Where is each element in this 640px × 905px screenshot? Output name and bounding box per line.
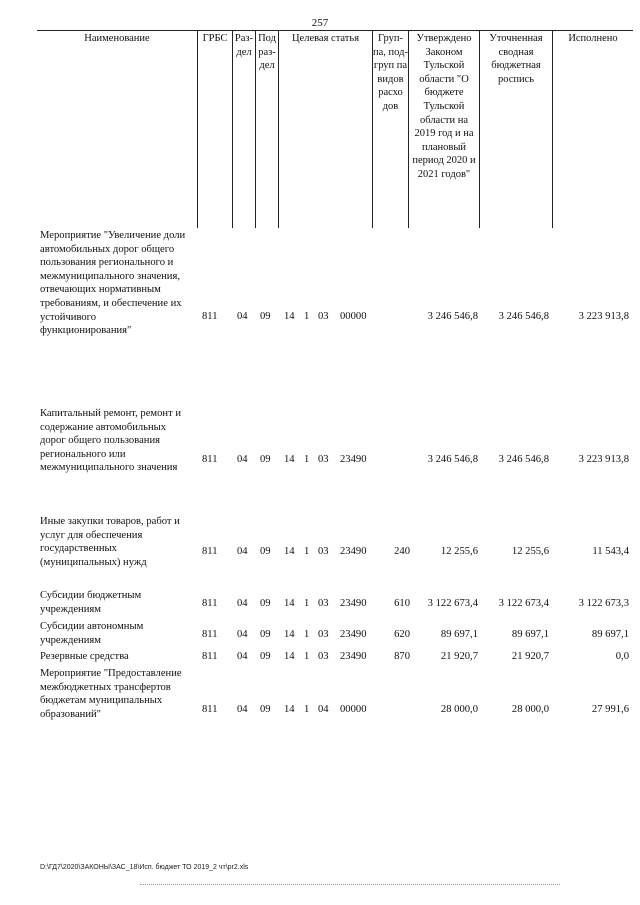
table-header bbox=[37, 30, 633, 228]
header-refined: Уточненная сводная бюджетная роспись bbox=[489, 33, 543, 85]
row-target-4: 23490 bbox=[340, 598, 367, 609]
header-target: Целевая статья bbox=[291, 33, 360, 44]
row-name: Резервные средства bbox=[40, 651, 129, 662]
row-target-3: 03 bbox=[318, 629, 329, 640]
row-target-1: 14 bbox=[284, 311, 295, 322]
row-name: Капитальный ремонт, ремонт и содержание автомобильных дорог общего пользования регионального или межмуниципального значения bbox=[40, 408, 182, 474]
row-refined: 28 000,0 bbox=[511, 704, 549, 715]
header-executed: Исполнено bbox=[568, 33, 618, 44]
header-approved: Утверждено Законом Тульской области "О бюджете Тульской области на 2019 год и на плановый период 2020 и 2021 годов" bbox=[412, 33, 476, 180]
row-grbs: 811 bbox=[202, 546, 218, 557]
table-row bbox=[40, 667, 630, 751]
row-group: 870 bbox=[394, 651, 410, 662]
table-row bbox=[40, 589, 630, 617]
row-target-3: 03 bbox=[318, 546, 329, 557]
row-refined: 3 246 546,8 bbox=[498, 311, 549, 322]
row-executed: 0,0 bbox=[615, 651, 629, 662]
row-razdel: 04 bbox=[237, 311, 248, 322]
row-razdel: 04 bbox=[237, 598, 248, 609]
page-number: 257 bbox=[311, 17, 329, 29]
row-podrazdel: 09 bbox=[260, 546, 271, 557]
header-top-border bbox=[37, 30, 633, 31]
row-razdel: 04 bbox=[237, 454, 248, 465]
table-row bbox=[40, 515, 630, 585]
row-name: Мероприятие "Предоставление межбюджетных трансфертов бюджетам муниципальных образований" bbox=[40, 668, 182, 720]
row-group: 240 bbox=[394, 546, 410, 557]
row-target-4: 23490 bbox=[340, 629, 367, 640]
scan-artifact-line bbox=[140, 884, 560, 886]
row-refined: 12 255,6 bbox=[511, 546, 549, 557]
row-target-4: 23490 bbox=[340, 651, 367, 662]
row-target-3: 04 bbox=[318, 704, 329, 715]
row-target-1: 14 bbox=[284, 629, 295, 640]
row-name: Мероприятие "Увеличение доли автомобильных дорог общего пользования регионального и межмуниципального значения, отвечающих нормативным требованиям, и обеспечение их устойчивого функционирования" bbox=[40, 230, 186, 337]
row-group: 620 bbox=[394, 629, 410, 640]
row-target-4: 23490 bbox=[340, 546, 367, 557]
row-executed: 3 122 673,3 bbox=[578, 598, 629, 609]
row-target-3: 03 bbox=[318, 311, 329, 322]
row-target-3: 03 bbox=[318, 651, 329, 662]
row-target-2: 1 bbox=[304, 704, 310, 715]
divider bbox=[197, 30, 198, 228]
header-grbs: ГРБС bbox=[202, 33, 228, 44]
row-target-4: 00000 bbox=[340, 311, 367, 322]
file-path-footer: D:\ГД7\2020\ЗАКОНЫ\ЗАС_18\Исп. бюджет ТО 2019_2 чт\pr2.xls bbox=[40, 864, 249, 871]
row-refined: 89 697,1 bbox=[511, 629, 549, 640]
table-row bbox=[40, 620, 630, 648]
row-razdel: 04 bbox=[237, 546, 248, 557]
row-razdel: 04 bbox=[237, 651, 248, 662]
row-approved: 3 246 546,8 bbox=[427, 454, 478, 465]
row-approved: 3 246 546,8 bbox=[427, 311, 478, 322]
row-grbs: 811 bbox=[202, 454, 218, 465]
row-razdel: 04 bbox=[237, 704, 248, 715]
row-target-1: 14 bbox=[284, 651, 295, 662]
row-name: Субсидии автономным учреждениям bbox=[40, 621, 144, 646]
row-podrazdel: 09 bbox=[260, 704, 271, 715]
row-approved: 28 000,0 bbox=[440, 704, 478, 715]
row-executed: 11 543,4 bbox=[592, 546, 629, 557]
table-row bbox=[40, 229, 630, 389]
divider bbox=[232, 30, 233, 228]
row-target-1: 14 bbox=[284, 704, 295, 715]
row-target-2: 1 bbox=[304, 651, 310, 662]
row-executed: 3 223 913,8 bbox=[578, 454, 629, 465]
row-name: Субсидии бюджетным учреждениям bbox=[40, 590, 142, 615]
row-refined: 21 920,7 bbox=[511, 651, 549, 662]
row-target-4: 23490 bbox=[340, 454, 367, 465]
row-target-3: 03 bbox=[318, 598, 329, 609]
header-group: Груп- па, под- груп па видов расхо дов bbox=[373, 33, 408, 112]
row-podrazdel: 09 bbox=[260, 598, 271, 609]
header-razdel: Раз- дел bbox=[234, 33, 254, 58]
row-grbs: 811 bbox=[202, 629, 218, 640]
divider bbox=[552, 30, 553, 228]
divider bbox=[278, 30, 279, 228]
row-executed: 3 223 913,8 bbox=[578, 311, 629, 322]
row-podrazdel: 09 bbox=[260, 629, 271, 640]
row-target-2: 1 bbox=[304, 311, 310, 322]
row-refined: 3 246 546,8 bbox=[498, 454, 549, 465]
row-approved: 89 697,1 bbox=[440, 629, 478, 640]
row-podrazdel: 09 bbox=[260, 454, 271, 465]
row-grbs: 811 bbox=[202, 311, 218, 322]
table-row bbox=[40, 650, 630, 665]
row-target-2: 1 bbox=[304, 629, 310, 640]
row-grbs: 811 bbox=[202, 651, 218, 662]
header-podrazdel: Под раз- дел bbox=[258, 33, 276, 72]
row-approved: 21 920,7 bbox=[440, 651, 478, 662]
row-executed: 89 697,1 bbox=[591, 629, 629, 640]
row-approved: 12 255,6 bbox=[440, 546, 478, 557]
row-target-2: 1 bbox=[304, 454, 310, 465]
table-row bbox=[40, 407, 630, 513]
row-target-1: 14 bbox=[284, 454, 295, 465]
row-group: 610 bbox=[394, 598, 410, 609]
row-grbs: 811 bbox=[202, 598, 218, 609]
row-executed: 27 991,6 bbox=[591, 704, 629, 715]
row-target-1: 14 bbox=[284, 546, 295, 557]
row-podrazdel: 09 bbox=[260, 651, 271, 662]
row-target-2: 1 bbox=[304, 546, 310, 557]
row-target-3: 03 bbox=[318, 454, 329, 465]
row-target-1: 14 bbox=[284, 598, 295, 609]
row-grbs: 811 bbox=[202, 704, 218, 715]
row-refined: 3 122 673,4 bbox=[498, 598, 549, 609]
row-name: Иные закупки товаров, работ и услуг для обеспечения государственных (муниципальных) нужд bbox=[40, 516, 180, 568]
row-podrazdel: 09 bbox=[260, 311, 271, 322]
row-target-2: 1 bbox=[304, 598, 310, 609]
row-target-4: 00000 bbox=[340, 704, 367, 715]
row-razdel: 04 bbox=[237, 629, 248, 640]
header-name: Наименование bbox=[84, 33, 150, 44]
row-approved: 3 122 673,4 bbox=[427, 598, 478, 609]
